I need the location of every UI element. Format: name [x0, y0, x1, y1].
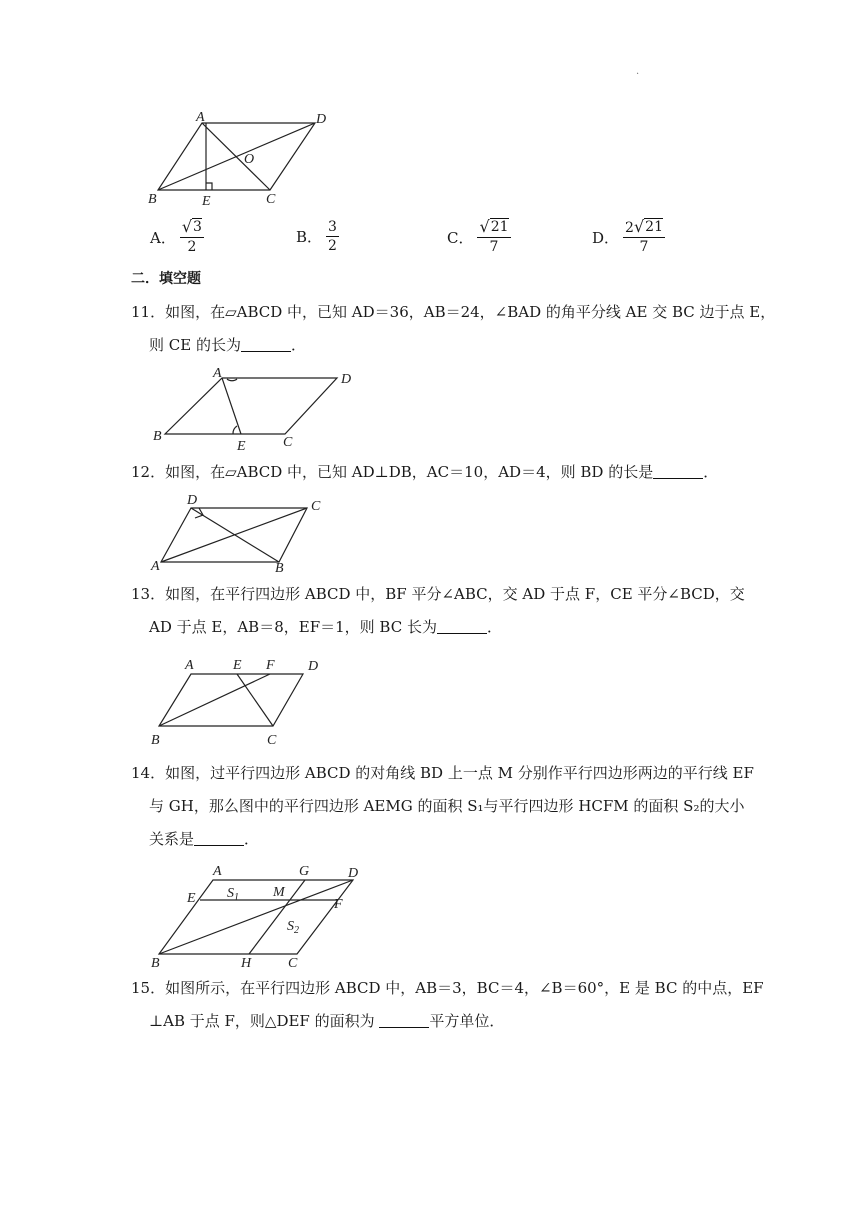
q14-line2: 与 GH，那么图中的平行四边形 AEMG 的面积 S₁与平行四边形 HCFM 的面积 S₂的大小	[149, 797, 745, 815]
q12-line1: 12．如图，在▱ABCD 中，已知 AD⊥DB，AC＝10，AD＝4，则 BD 的长是 ．	[131, 463, 719, 481]
question-13	[131, 578, 745, 644]
figure-q11	[145, 366, 375, 456]
label-c: C	[288, 956, 298, 971]
question-12	[131, 456, 731, 489]
q13-line1: 13．如图，在平行四边形 ABCD 中，BF 平分∠ABC，交 AD 于点 F，CE 平分∠BCD，交	[131, 585, 745, 603]
option-a-letter: A．	[150, 228, 176, 247]
label-m: M	[273, 885, 285, 900]
label-b: B	[153, 429, 162, 444]
label-a: A	[185, 658, 194, 673]
q12-blank[interactable]	[653, 464, 703, 479]
option-d[interactable]	[592, 218, 665, 256]
diagonal-bd	[191, 508, 279, 562]
label-e: E	[233, 658, 242, 673]
option-d-letter: D．	[592, 228, 620, 247]
option-c-letter: C．	[447, 228, 474, 247]
figure-q13	[145, 654, 345, 749]
q13-line2: AD 于点 E，AB＝8，EF＝1，则 BC 长为 ．	[149, 618, 502, 636]
figure-q10	[140, 105, 370, 210]
label-b: B	[275, 561, 284, 575]
bisector-ce	[237, 674, 273, 726]
bisector-ae	[222, 378, 241, 434]
label-o: O	[244, 152, 255, 167]
option-c[interactable]	[447, 218, 511, 256]
q11-blank[interactable]	[241, 337, 291, 352]
option-b[interactable]	[296, 218, 339, 255]
option-b-fraction: $\frac{3}{2}$	[328, 219, 337, 254]
label-d: D	[341, 372, 352, 387]
option-d-fraction: 2 √ 21 7	[625, 217, 663, 255]
label-b: B	[148, 192, 157, 207]
q14-blank[interactable]	[194, 831, 244, 846]
label-d: D	[316, 112, 327, 127]
q11-line1: 11．如图，在▱ABCD 中，已知 AD＝36，AB＝24，∠BAD 的角平分线 AE 交 BC 边于点 E，	[131, 303, 776, 321]
label-b: B	[151, 956, 160, 971]
q15-line1: 15．如图所示，在平行四边形 ABCD 中，AB＝3，BC＝4，∠B＝60°，E 是 BC 的中点，EF	[131, 979, 764, 997]
label-a: A	[151, 559, 160, 574]
label-s1: $S_1$	[227, 886, 239, 903]
parallelogram-abcd	[165, 378, 337, 434]
q15-blank[interactable]	[379, 1013, 429, 1028]
q11-line2: 则 CE 的长为 ．	[149, 336, 306, 354]
label-d: D	[187, 493, 198, 508]
label-a: A	[196, 110, 205, 125]
label-a: A	[213, 864, 222, 879]
label-c: C	[311, 499, 321, 514]
option-a[interactable]	[150, 218, 204, 256]
label-d: D	[308, 659, 319, 674]
parallelogram-abcd	[159, 674, 303, 726]
label-e: E	[237, 439, 246, 454]
question-14	[131, 757, 754, 856]
label-b: B	[151, 733, 160, 748]
angle-arc-e	[233, 426, 237, 434]
option-b-letter: B．	[296, 228, 323, 246]
option-a-fraction: √ 3 2	[181, 217, 202, 255]
q14-line1: 14．如图，过平行四边形 ABCD 的对角线 BD 上一点 M 分别作平行四边形两边的平行线 EF	[131, 764, 754, 782]
section-title: 二．填空题	[131, 271, 201, 287]
diagonal-bd	[158, 123, 315, 190]
q14-line3: 关系是 ．	[149, 830, 260, 848]
label-c: C	[267, 733, 277, 748]
label-a: A	[213, 366, 222, 381]
figure-q14	[145, 860, 375, 972]
label-c: C	[266, 192, 276, 207]
label-f: F	[334, 897, 343, 912]
label-e: E	[187, 891, 196, 906]
label-s2: $S_2$	[287, 919, 299, 936]
right-angle-mark	[206, 183, 212, 190]
q15-line2: ⊥AB 于点 F，则△DEF 的面积为 平方单位．	[149, 1012, 505, 1030]
top-dot: .	[636, 66, 640, 77]
q13-blank[interactable]	[437, 619, 487, 634]
question-15	[131, 972, 764, 1038]
label-g: G	[299, 864, 310, 879]
figure-q12	[145, 490, 345, 575]
question-11	[131, 296, 776, 362]
label-c: C	[283, 435, 293, 450]
option-c-fraction: √ 21 7	[479, 217, 509, 255]
label-f: F	[266, 658, 275, 673]
label-d: D	[348, 866, 359, 881]
angle-arc-a	[227, 379, 237, 381]
label-e: E	[202, 194, 211, 209]
label-h: H	[241, 956, 252, 971]
